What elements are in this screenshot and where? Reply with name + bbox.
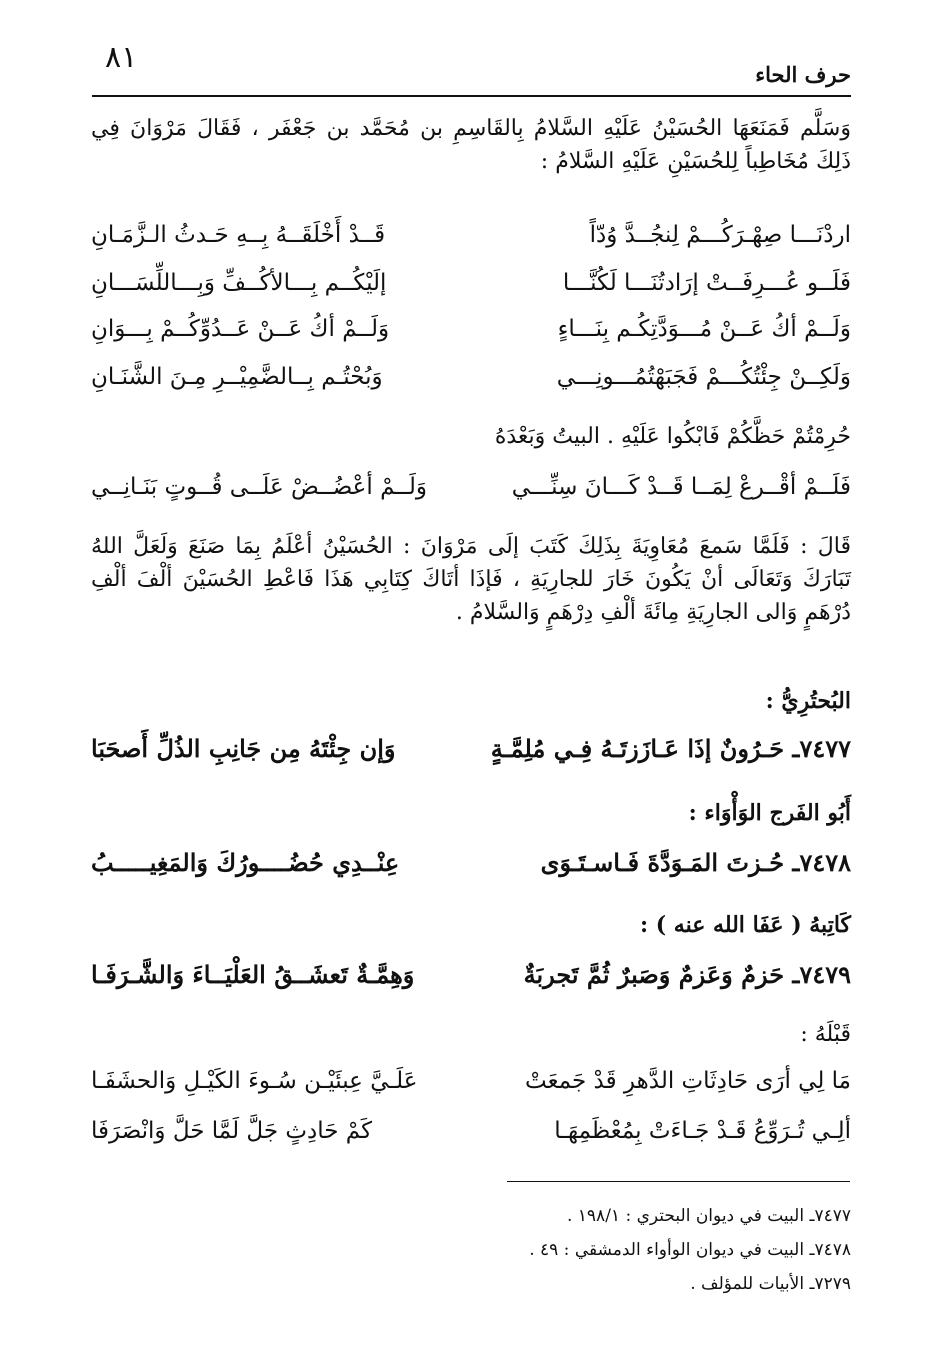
hemistich-2: وَإن جِئْتَهُ مِن جَانِبِ الذُلِّ أَصحَبَا — [91, 734, 396, 763]
running-header: حرف الحاء — [755, 62, 851, 87]
footnote-7479: ٧٢٧٩ـ الأبيات للمؤلف . — [690, 1274, 851, 1294]
hemistich-1: وَلَــمْ أكُ عَــنْ مُـــوَدَّتِكُـم بِنَـــاءٍ — [557, 316, 851, 342]
hemistich-2: عَلَـيَّ عِبئَيْـن سُـوءَ الكَيْـلِ وَالحشَفَـا — [91, 1068, 418, 1094]
hemistich-1: فَلَــو عُـــرِفَــتْ إرَادتُنَـــا لَكُنَّـــا — [562, 270, 851, 296]
verse-after — [91, 474, 851, 514]
hemistich-1: ألِـي تُـرَوِّعُ قَـدْ جَـاءَتْ بِمُعْظَمِهَـا — [554, 1118, 851, 1144]
verse-qablahu-1 — [91, 1068, 851, 1108]
hemistich-2: كَمْ حَادِثٍ جَلَّ لَمَّا حَلَّ وَانْصَرَفَا — [91, 1118, 373, 1144]
hemistich-1: فَلَــمْ أقْــرعْ لِمَــا قَــدْ كَـــانَ سِنِّـــي — [511, 474, 851, 500]
poet-author: كَاتِبهُ ( عَفَا الله عنه ) : — [639, 912, 851, 938]
hemistich-1: وَلَكِــنْ جِئْتُكُـــمْ فَجَبَهْتُمُـــونِـــي — [556, 364, 851, 390]
footnote-rule — [507, 1181, 850, 1182]
qablahu-label: قَبْلَهُ : — [800, 1022, 851, 1047]
hemistich-1: ٧٤٧٨ـ حُـزتَ المَـوَدَّةَ فَـاسـتَـوَى — [540, 848, 851, 877]
verse-7478 — [91, 848, 851, 888]
footnote-7478: ٧٤٧٨ـ البيت في ديوان الوأواء الدمشقي : ٤٩ . — [529, 1240, 851, 1260]
verse-qablahu-2 — [91, 1118, 851, 1158]
paragraph-1: وَسَلَّم فَمَنَعَهَا الحُسَيْنُ عَلَيْهِ السَّلامُ بِالقَاسِمِ بن مُحَمَّد بن جَعْفَر ، فَقَالَ مَرْوَانَ فِي ذَلِكَ مُخَاطِباً لِلحُسَيْنِ عَلَيْهِ السَّلامُ : — [91, 116, 851, 174]
verse-marwan-1 — [91, 222, 851, 262]
poet-buhturi: البُحتُرِيُّ : — [765, 688, 851, 714]
hemistich-1: ٧٤٧٧ـ حَـرُونٌ إذَا عَـازَزتَـهُ فِـي مُلِمَّـةٍ — [490, 734, 851, 763]
hemistich-1: اردْنَـــا صِهْـرَكُـــمْ لِنجُــدَّ وُدّاً — [589, 222, 851, 248]
verse-marwan-2 — [91, 270, 851, 310]
footnote-7477: ٧٤٧٧ـ البيت في ديوان البحتري : ١٩٨/١ . — [566, 1206, 851, 1226]
verse-marwan-3 — [91, 316, 851, 356]
paragraph-2: قَالَ : فَلَمَّا سَمعَ مُعَاوِيَةَ بِذَلِكَ كَتَبَ إلَى مَرْوَانَ : الحُسَيْنُ أعْلَمُ بِمَا صَنَعَ وَلَعَلَّ اللهُ تَبَارَكَ وَتَعَالَى أنْ يَكُونَ خَارَ للجارِيَةِ ، فَإذَا أتَاكَ كِتَابِي هَذَا فَاعْطِ الحُسَيْنَ ألْفَ ألْفِ دُرْهَمٍ وَالى الجارِيَةِ مِائَةَ ألْفِ دِرْهَمٍ وَالسَّلامُ . — [91, 534, 851, 625]
hemistich-1: مَا لِي أرَى حَادِثَاتِ الدَّهرِ قَدْ جَمعَتْ — [525, 1068, 851, 1094]
verse-7477 — [91, 734, 851, 774]
hemistich-2: عِنْــدِي حُضُــــورُكَ وَالمَغِيـــــبُ — [91, 848, 400, 877]
header-rule — [92, 95, 851, 97]
hemistich-1: ٧٤٧٩ـ حَزمٌ وَعَزمٌ وَصَبرٌ ثُمَّ تَجربَةٌ — [523, 960, 851, 989]
line-harumtum: حُرِمْتُمْ حَظَّكُمْ فَابْكُوا عَلَيْهِ . البيتُ وَبَعْدَهُ — [494, 424, 851, 449]
hemistich-2: إلَيْكُــم بِـــالأكُــفِّ وَبِـــاللِّسَـــانِ — [91, 270, 387, 296]
hemistich-2: وَبُحْتُـم بِــالضَّمِيْــرِ مِـنَ الشَّنَـانِ — [91, 364, 383, 390]
hemistich-2: وَلَــمْ أعْضُــضْ عَلَــى قُــوتٍ بَنَـانِــي — [91, 474, 427, 500]
verse-marwan-4 — [91, 364, 851, 404]
hemistich-2: وَهِمَّـةٌ تَعشَــقُ العَلْيَــاءَ وَالشَّـرَفَـا — [91, 960, 415, 989]
page-number: ٨١ — [105, 40, 138, 75]
hemistich-2: وَلَــمْ أكُ عَــنْ عَــدُوِّكُــمْ بِـــوَانِ — [91, 316, 390, 342]
verse-7479 — [91, 960, 851, 1000]
poet-wawa: أَبُو الفَرج الوَأْوَاء : — [688, 800, 851, 826]
hemistich-2: قَــدْ أَخْلَقَــهُ بِــهِ حَـدثُ الـزَّمَـانِ — [91, 222, 386, 248]
